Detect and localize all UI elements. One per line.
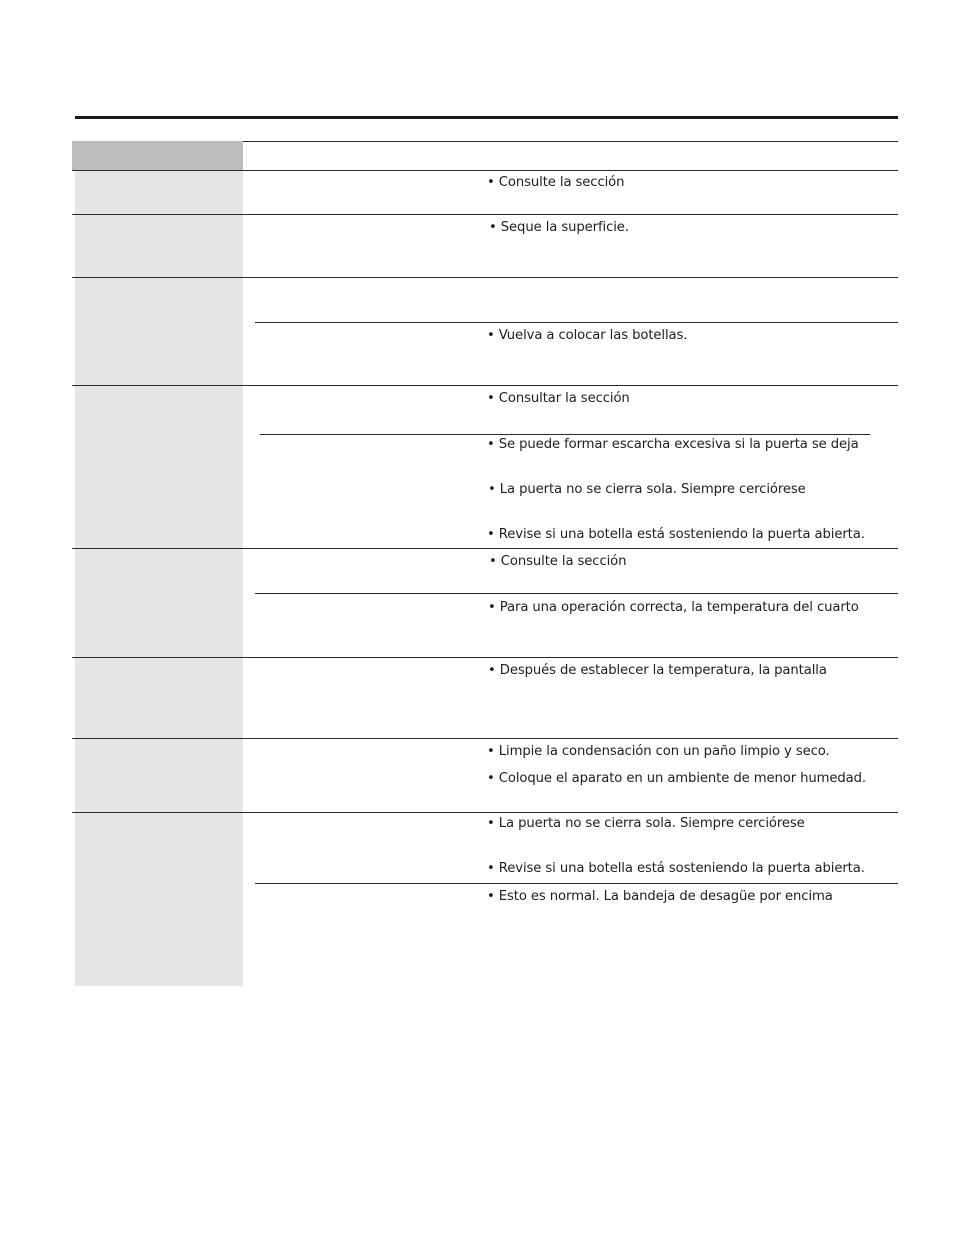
row6-solution: • Después de establecer la temperatura, la pantalla bbox=[488, 663, 827, 678]
row-separator bbox=[72, 812, 898, 813]
cause-separator bbox=[255, 883, 898, 884]
row4-solution: • La puerta no se cierra sola. Siempre cerciórese bbox=[488, 482, 806, 497]
cause-separator bbox=[260, 434, 870, 435]
row7-solution: • Coloque el aparato en un ambiente de menor humedad. bbox=[487, 771, 866, 786]
row2-solution: • Seque la superficie. bbox=[489, 220, 629, 235]
top-rule bbox=[75, 116, 898, 119]
row4-solution: • Revise si una botella está sosteniendo la puerta abierta. bbox=[487, 527, 865, 542]
row-separator bbox=[72, 657, 898, 658]
row7-solution: • Limpie la condensación con un paño limpio y seco. bbox=[487, 744, 830, 759]
row-separator bbox=[72, 214, 898, 215]
row3-solution: • Vuelva a colocar las botellas. bbox=[487, 328, 688, 343]
cause-separator bbox=[255, 322, 898, 323]
table-header-problem-cell bbox=[72, 141, 243, 170]
row8-solution: • Esto es normal. La bandeja de desagüe por encima bbox=[487, 889, 833, 904]
row4-solution: • Consultar la sección bbox=[487, 391, 630, 406]
row-separator bbox=[72, 277, 898, 278]
row-separator bbox=[72, 548, 898, 549]
row5-solution: • Consulte la sección bbox=[489, 554, 627, 569]
row4-solution: • Se puede formar escarcha excesiva si la puerta se deja bbox=[487, 437, 859, 452]
header-bottom-line bbox=[72, 170, 898, 171]
header-top-line bbox=[243, 141, 898, 142]
row-separator bbox=[72, 385, 898, 386]
row-separator bbox=[72, 738, 898, 739]
cause-separator bbox=[255, 593, 898, 594]
row1-solution: • Consulte la sección bbox=[487, 175, 625, 190]
row5-solution: • Para una operación correcta, la temperatura del cuarto bbox=[488, 600, 859, 615]
row8-solution: • Revise si una botella está sosteniendo la puerta abierta. bbox=[487, 861, 865, 876]
problem-column bbox=[75, 170, 243, 986]
row8-solution: • La puerta no se cierra sola. Siempre cerciórese bbox=[487, 816, 805, 831]
